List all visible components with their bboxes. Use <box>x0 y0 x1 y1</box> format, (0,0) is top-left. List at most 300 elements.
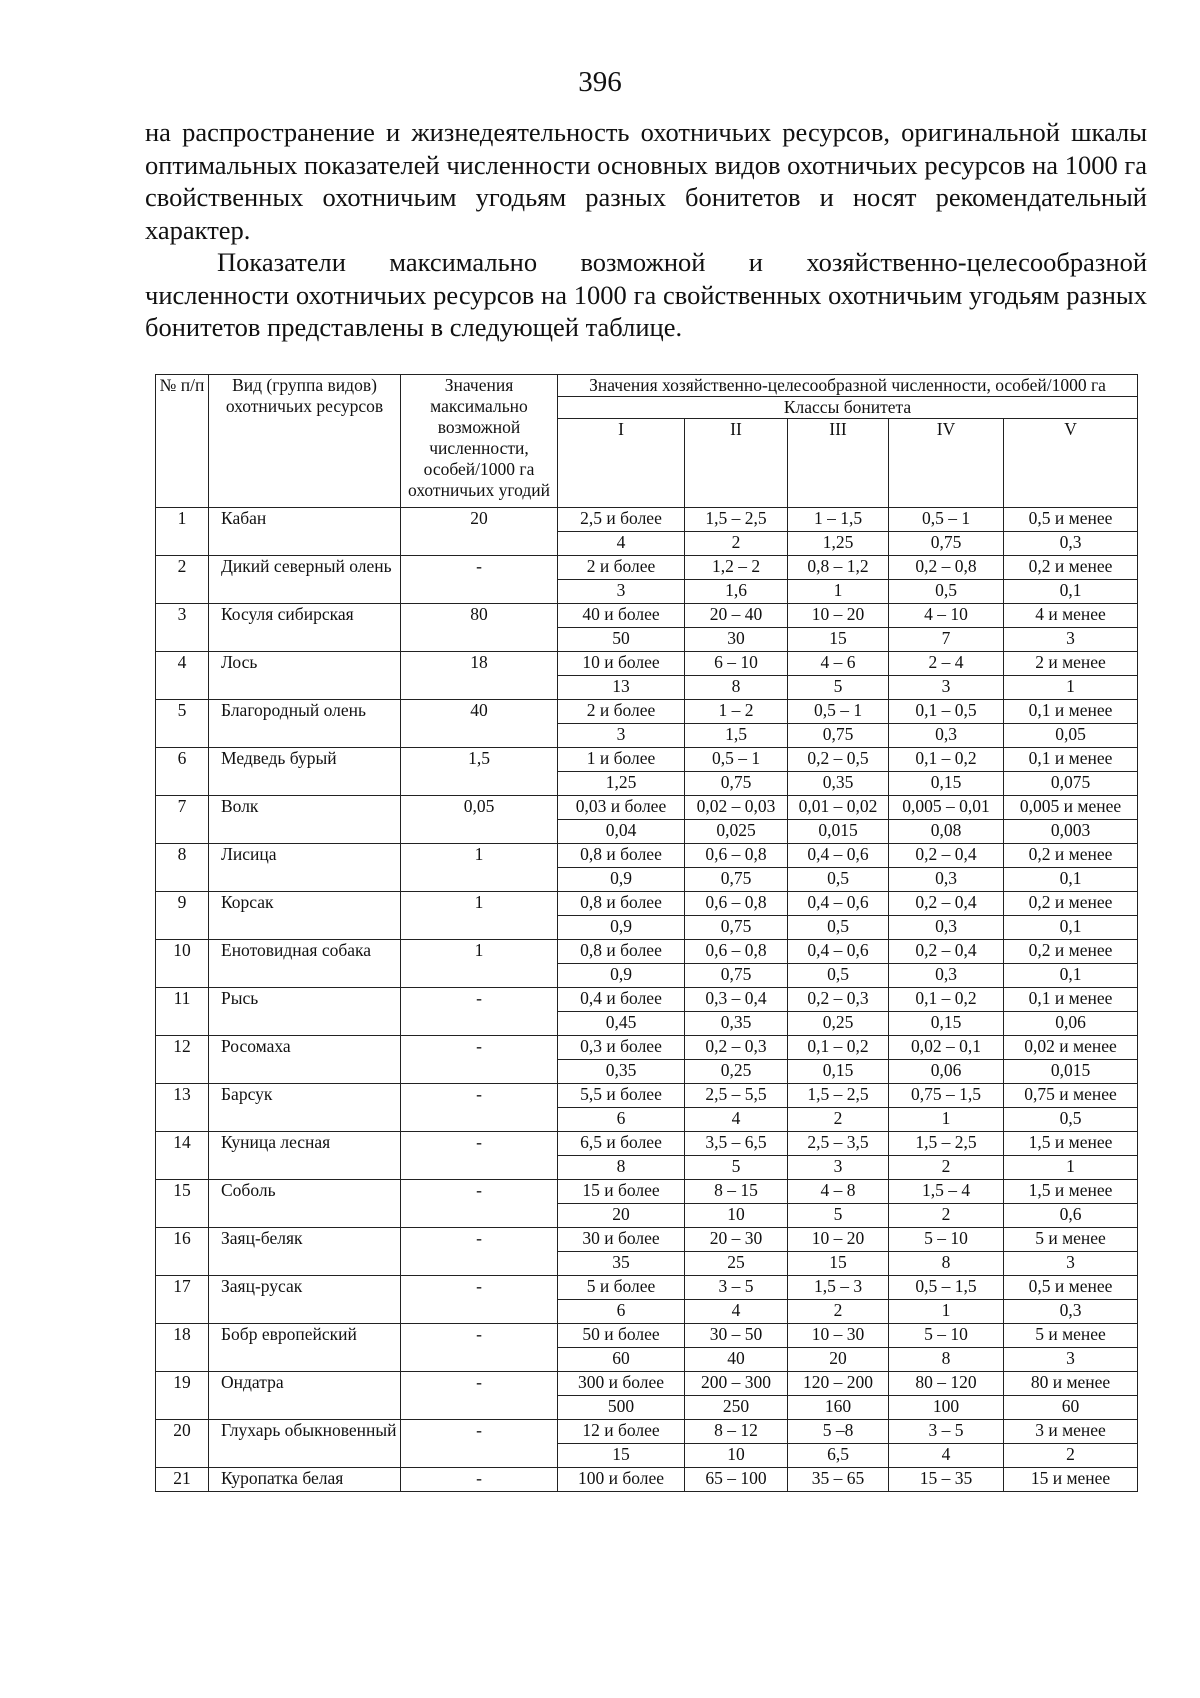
row-number: 9 <box>156 892 209 940</box>
header-bonitet-classes: Классы бонитета <box>558 397 1138 419</box>
class-range-cell: 0,4 – 0,6 <box>788 844 889 868</box>
class-range-cell: 3 – 5 <box>685 1276 788 1300</box>
class-value-cell: 1,6 <box>685 580 788 604</box>
class-range-cell: 20 – 40 <box>685 604 788 628</box>
class-range-cell: 15 и более <box>558 1180 685 1204</box>
class-range-cell: 0,75 и менее <box>1004 1084 1138 1108</box>
table-row <box>156 844 1138 868</box>
header-species: Вид (группа видов) охотничьих ресурсов <box>209 375 401 508</box>
class-value-cell: 0,45 <box>558 1012 685 1036</box>
class-value-cell: 0,075 <box>1004 772 1138 796</box>
hunting-resources-table <box>155 374 1138 1492</box>
class-value-cell: 160 <box>788 1396 889 1420</box>
class-value-cell: 5 <box>788 1204 889 1228</box>
row-number: 17 <box>156 1276 209 1324</box>
species-name: Глухарь обыкновенный <box>209 1420 401 1468</box>
class-range-cell: 0,8 – 1,2 <box>788 556 889 580</box>
class-value-cell: 3 <box>1004 1252 1138 1276</box>
class-value-cell: 8 <box>685 676 788 700</box>
class-value-cell: 1 <box>1004 676 1138 700</box>
species-name: Медведь бурый <box>209 748 401 796</box>
class-value-cell: 0,08 <box>889 820 1004 844</box>
class-range-cell: 12 и более <box>558 1420 685 1444</box>
class-range-cell: 1,5 – 3 <box>788 1276 889 1300</box>
class-value-cell: 40 <box>685 1348 788 1372</box>
table-row <box>156 1276 1138 1300</box>
class-value-cell: 0,3 <box>889 916 1004 940</box>
max-count: - <box>401 1468 558 1492</box>
header-class-ii: II <box>685 419 788 508</box>
class-range-cell: 3,5 – 6,5 <box>685 1132 788 1156</box>
class-range-cell: 3 – 5 <box>889 1420 1004 1444</box>
class-value-cell: 8 <box>558 1156 685 1180</box>
max-count: - <box>401 1132 558 1180</box>
class-value-cell: 0,06 <box>1004 1012 1138 1036</box>
class-range-cell: 35 – 65 <box>788 1468 889 1492</box>
species-name: Кабан <box>209 508 401 556</box>
class-range-cell: 4 – 8 <box>788 1180 889 1204</box>
class-value-cell: 3 <box>558 580 685 604</box>
class-value-cell: 0,25 <box>685 1060 788 1084</box>
class-value-cell: 6,5 <box>788 1444 889 1468</box>
class-value-cell: 2 <box>1004 1444 1138 1468</box>
class-value-cell: 6 <box>558 1300 685 1324</box>
class-range-cell: 0,4 – 0,6 <box>788 892 889 916</box>
class-value-cell: 8 <box>889 1348 1004 1372</box>
class-range-cell: 0,02 – 0,1 <box>889 1036 1004 1060</box>
class-range-cell: 1,5 и менее <box>1004 1180 1138 1204</box>
class-range-cell: 6,5 и более <box>558 1132 685 1156</box>
class-range-cell: 0,5 и менее <box>1004 1276 1138 1300</box>
max-count: 1,5 <box>401 748 558 796</box>
class-range-cell: 1,5 – 2,5 <box>788 1084 889 1108</box>
intro-paragraph: на распространение и жизнедеятельность охотничьих ресурсов, оригинальной шкалы оптимальных показателей численности основных видов охотничьих ресурсов на 1000 га свойственных охотничьим угодьям разных бонитетов и носят рекомендательный характер. <box>145 117 1147 245</box>
class-value-cell: 0,15 <box>889 1012 1004 1036</box>
max-count: 1 <box>401 940 558 988</box>
row-number: 2 <box>156 556 209 604</box>
class-range-cell: 0,005 и менее <box>1004 796 1138 820</box>
class-range-cell: 0,3 и более <box>558 1036 685 1060</box>
class-range-cell: 2,5 – 5,5 <box>685 1084 788 1108</box>
class-value-cell: 4 <box>685 1108 788 1132</box>
row-number: 16 <box>156 1228 209 1276</box>
class-range-cell: 0,8 и более <box>558 892 685 916</box>
class-range-cell: 0,2 – 0,5 <box>788 748 889 772</box>
class-range-cell: 10 – 30 <box>788 1324 889 1348</box>
class-value-cell: 0,75 <box>788 724 889 748</box>
class-value-cell: 3 <box>558 724 685 748</box>
class-value-cell: 0,015 <box>1004 1060 1138 1084</box>
table-row <box>156 1372 1138 1396</box>
species-name: Куница лесная <box>209 1132 401 1180</box>
row-number: 7 <box>156 796 209 844</box>
class-value-cell: 5 <box>788 676 889 700</box>
page-number: 396 <box>578 66 622 98</box>
class-range-cell: 0,6 – 0,8 <box>685 892 788 916</box>
class-range-cell: 0,005 – 0,01 <box>889 796 1004 820</box>
class-value-cell: 3 <box>788 1156 889 1180</box>
class-range-cell: 0,2 – 0,8 <box>889 556 1004 580</box>
class-range-cell: 100 и более <box>558 1468 685 1492</box>
class-value-cell: 4 <box>558 532 685 556</box>
class-value-cell: 3 <box>889 676 1004 700</box>
table-row <box>156 1084 1138 1108</box>
class-value-cell: 20 <box>558 1204 685 1228</box>
class-value-cell: 0,04 <box>558 820 685 844</box>
class-range-cell: 0,4 – 0,6 <box>788 940 889 964</box>
max-count: 20 <box>401 508 558 556</box>
class-value-cell: 0,75 <box>685 772 788 796</box>
class-value-cell: 35 <box>558 1252 685 1276</box>
max-count: - <box>401 1420 558 1468</box>
class-value-cell: 0,003 <box>1004 820 1138 844</box>
species-name: Соболь <box>209 1180 401 1228</box>
class-range-cell: 50 и более <box>558 1324 685 1348</box>
class-range-cell: 0,5 – 1,5 <box>889 1276 1004 1300</box>
table-row <box>156 652 1138 676</box>
header-economic-count: Значения хозяйственно-целесообразной численности, особей/1000 га <box>558 375 1138 397</box>
class-range-cell: 1,5 – 2,5 <box>889 1132 1004 1156</box>
species-name: Росомаха <box>209 1036 401 1084</box>
header-number: № п/п <box>156 375 209 508</box>
species-name: Рысь <box>209 988 401 1036</box>
table-intro-paragraph: Показатели максимально возможной и хозяйственно-целесообразной численности охотничьих ресурсов на 1000 га свойственных охотничьим угодьям разных бонитетов представлены в следующей таблице. <box>145 247 1147 342</box>
class-range-cell: 0,2 и менее <box>1004 892 1138 916</box>
species-name: Косуля сибирская <box>209 604 401 652</box>
class-value-cell: 0,5 <box>1004 1108 1138 1132</box>
class-value-cell: 1 <box>1004 1156 1138 1180</box>
class-value-cell: 0,35 <box>788 772 889 796</box>
class-range-cell: 15 – 35 <box>889 1468 1004 1492</box>
class-range-cell: 1 и более <box>558 748 685 772</box>
class-range-cell: 2,5 – 3,5 <box>788 1132 889 1156</box>
class-range-cell: 0,2 и менее <box>1004 844 1138 868</box>
class-value-cell: 0,5 <box>788 916 889 940</box>
class-range-cell: 6 – 10 <box>685 652 788 676</box>
max-count: - <box>401 1372 558 1420</box>
class-value-cell: 0,35 <box>558 1060 685 1084</box>
class-range-cell: 4 – 6 <box>788 652 889 676</box>
row-number: 5 <box>156 700 209 748</box>
table-row <box>156 1132 1138 1156</box>
row-number: 10 <box>156 940 209 988</box>
species-name: Куропатка белая <box>209 1468 401 1492</box>
table-row <box>156 1324 1138 1348</box>
species-name: Барсук <box>209 1084 401 1132</box>
class-value-cell: 0,05 <box>1004 724 1138 748</box>
species-name: Лось <box>209 652 401 700</box>
class-range-cell: 0,3 – 0,4 <box>685 988 788 1012</box>
class-value-cell: 0,9 <box>558 868 685 892</box>
class-range-cell: 0,4 и более <box>558 988 685 1012</box>
class-value-cell: 0,15 <box>889 772 1004 796</box>
class-value-cell: 0,3 <box>889 964 1004 988</box>
class-range-cell: 5 – 10 <box>889 1324 1004 1348</box>
class-value-cell: 30 <box>685 628 788 652</box>
table-row <box>156 700 1138 724</box>
class-range-cell: 80 – 120 <box>889 1372 1004 1396</box>
class-range-cell: 0,1 – 0,2 <box>889 988 1004 1012</box>
class-range-cell: 0,1 и менее <box>1004 748 1138 772</box>
class-range-cell: 0,1 и менее <box>1004 988 1138 1012</box>
class-value-cell: 0,35 <box>685 1012 788 1036</box>
table-header <box>156 375 1138 508</box>
header-class-i: I <box>558 419 685 508</box>
class-range-cell: 0,2 – 0,4 <box>889 844 1004 868</box>
row-number: 1 <box>156 508 209 556</box>
class-value-cell: 25 <box>685 1252 788 1276</box>
max-count: 1 <box>401 844 558 892</box>
species-name: Заяц-беляк <box>209 1228 401 1276</box>
table-row <box>156 1180 1138 1204</box>
class-range-cell: 4 – 10 <box>889 604 1004 628</box>
class-range-cell: 0,02 – 0,03 <box>685 796 788 820</box>
row-number: 13 <box>156 1084 209 1132</box>
species-name: Лисица <box>209 844 401 892</box>
species-name: Заяц-русак <box>209 1276 401 1324</box>
table-row <box>156 796 1138 820</box>
class-range-cell: 30 и более <box>558 1228 685 1252</box>
class-value-cell: 8 <box>889 1252 1004 1276</box>
class-range-cell: 0,5 – 1 <box>889 508 1004 532</box>
class-range-cell: 5 и менее <box>1004 1324 1138 1348</box>
class-range-cell: 5 и более <box>558 1276 685 1300</box>
table-row <box>156 940 1138 964</box>
max-count: - <box>401 988 558 1036</box>
class-value-cell: 0,1 <box>1004 916 1138 940</box>
class-range-cell: 10 и более <box>558 652 685 676</box>
class-value-cell: 20 <box>788 1348 889 1372</box>
class-value-cell: 250 <box>685 1396 788 1420</box>
row-number: 6 <box>156 748 209 796</box>
class-value-cell: 0,5 <box>788 964 889 988</box>
class-value-cell: 0,025 <box>685 820 788 844</box>
class-value-cell: 0,5 <box>889 580 1004 604</box>
class-range-cell: 200 – 300 <box>685 1372 788 1396</box>
class-range-cell: 5 –8 <box>788 1420 889 1444</box>
header-max-count: Значения максимально возможной численности, особей/1000 га охотничьих угодий <box>401 375 558 508</box>
class-value-cell: 0,06 <box>889 1060 1004 1084</box>
class-value-cell: 4 <box>889 1444 1004 1468</box>
class-value-cell: 0,15 <box>788 1060 889 1084</box>
class-range-cell: 1,5 – 4 <box>889 1180 1004 1204</box>
class-range-cell: 0,1 и менее <box>1004 700 1138 724</box>
table-row <box>156 604 1138 628</box>
class-range-cell: 2 и более <box>558 556 685 580</box>
table-row <box>156 1228 1138 1252</box>
class-range-cell: 2,5 и более <box>558 508 685 532</box>
class-value-cell: 500 <box>558 1396 685 1420</box>
class-value-cell: 0,5 <box>788 868 889 892</box>
species-name: Енотовидная собака <box>209 940 401 988</box>
class-value-cell: 0,75 <box>685 868 788 892</box>
class-value-cell: 1 <box>788 580 889 604</box>
class-range-cell: 0,2 – 0,4 <box>889 892 1004 916</box>
class-range-cell: 10 – 20 <box>788 604 889 628</box>
class-range-cell: 20 – 30 <box>685 1228 788 1252</box>
table-row <box>156 508 1138 532</box>
species-name: Дикий северный олень <box>209 556 401 604</box>
species-name: Волк <box>209 796 401 844</box>
max-count: - <box>401 556 558 604</box>
max-count: - <box>401 1084 558 1132</box>
row-number: 12 <box>156 1036 209 1084</box>
class-value-cell: 5 <box>685 1156 788 1180</box>
table-row <box>156 748 1138 772</box>
class-range-cell: 2 и более <box>558 700 685 724</box>
row-number: 21 <box>156 1468 209 1492</box>
class-value-cell: 2 <box>889 1156 1004 1180</box>
header-class-iii: III <box>788 419 889 508</box>
class-range-cell: 65 – 100 <box>685 1468 788 1492</box>
class-value-cell: 0,3 <box>1004 1300 1138 1324</box>
class-value-cell: 0,3 <box>889 724 1004 748</box>
class-value-cell: 1,25 <box>558 772 685 796</box>
class-range-cell: 5 и менее <box>1004 1228 1138 1252</box>
class-value-cell: 60 <box>1004 1396 1138 1420</box>
class-range-cell: 3 и менее <box>1004 1420 1138 1444</box>
class-range-cell: 5 – 10 <box>889 1228 1004 1252</box>
class-value-cell: 15 <box>558 1444 685 1468</box>
species-name: Благородный олень <box>209 700 401 748</box>
species-name: Ондатра <box>209 1372 401 1420</box>
class-range-cell: 5,5 и более <box>558 1084 685 1108</box>
class-value-cell: 15 <box>788 1252 889 1276</box>
max-count: 40 <box>401 700 558 748</box>
class-value-cell: 15 <box>788 628 889 652</box>
max-count: - <box>401 1036 558 1084</box>
max-count: 80 <box>401 604 558 652</box>
class-range-cell: 0,5 и менее <box>1004 508 1138 532</box>
class-value-cell: 0,1 <box>1004 580 1138 604</box>
class-range-cell: 40 и более <box>558 604 685 628</box>
class-range-cell: 0,6 – 0,8 <box>685 844 788 868</box>
class-value-cell: 1,25 <box>788 532 889 556</box>
class-range-cell: 1,5 и менее <box>1004 1132 1138 1156</box>
header-class-v: V <box>1004 419 1138 508</box>
class-value-cell: 6 <box>558 1108 685 1132</box>
class-range-cell: 2 и менее <box>1004 652 1138 676</box>
class-range-cell: 0,8 и более <box>558 844 685 868</box>
class-range-cell: 10 – 20 <box>788 1228 889 1252</box>
max-count: 0,05 <box>401 796 558 844</box>
table-row <box>156 556 1138 580</box>
table-row <box>156 892 1138 916</box>
class-value-cell: 0,3 <box>889 868 1004 892</box>
class-range-cell: 120 – 200 <box>788 1372 889 1396</box>
class-range-cell: 0,03 и более <box>558 796 685 820</box>
class-range-cell: 300 и более <box>558 1372 685 1396</box>
class-value-cell: 60 <box>558 1348 685 1372</box>
table-row <box>156 1468 1138 1492</box>
class-range-cell: 0,5 – 1 <box>685 748 788 772</box>
class-range-cell: 0,5 – 1 <box>788 700 889 724</box>
row-number: 15 <box>156 1180 209 1228</box>
class-value-cell: 0,6 <box>1004 1204 1138 1228</box>
row-number: 14 <box>156 1132 209 1180</box>
class-value-cell: 0,015 <box>788 820 889 844</box>
class-value-cell: 0,75 <box>685 964 788 988</box>
class-range-cell: 0,75 – 1,5 <box>889 1084 1004 1108</box>
class-value-cell: 50 <box>558 628 685 652</box>
class-value-cell: 2 <box>788 1300 889 1324</box>
class-range-cell: 2 – 4 <box>889 652 1004 676</box>
class-value-cell: 2 <box>889 1204 1004 1228</box>
class-value-cell: 2 <box>788 1108 889 1132</box>
class-value-cell: 1 <box>889 1300 1004 1324</box>
class-value-cell: 2 <box>685 532 788 556</box>
row-number: 19 <box>156 1372 209 1420</box>
class-range-cell: 0,8 и более <box>558 940 685 964</box>
class-range-cell: 0,2 – 0,3 <box>685 1036 788 1060</box>
class-value-cell: 10 <box>685 1204 788 1228</box>
class-range-cell: 0,1 – 0,2 <box>788 1036 889 1060</box>
max-count: 1 <box>401 892 558 940</box>
class-range-cell: 1 – 1,5 <box>788 508 889 532</box>
class-value-cell: 0,75 <box>685 916 788 940</box>
class-value-cell: 3 <box>1004 628 1138 652</box>
class-value-cell: 7 <box>889 628 1004 652</box>
class-range-cell: 30 – 50 <box>685 1324 788 1348</box>
row-number: 18 <box>156 1324 209 1372</box>
row-number: 20 <box>156 1420 209 1468</box>
species-name: Корсак <box>209 892 401 940</box>
class-value-cell: 1 <box>889 1108 1004 1132</box>
class-value-cell: 10 <box>685 1444 788 1468</box>
class-value-cell: 0,75 <box>889 532 1004 556</box>
class-range-cell: 8 – 15 <box>685 1180 788 1204</box>
max-count: - <box>401 1276 558 1324</box>
max-count: - <box>401 1228 558 1276</box>
class-value-cell: 100 <box>889 1396 1004 1420</box>
class-range-cell: 80 и менее <box>1004 1372 1138 1396</box>
species-name: Бобр европейский <box>209 1324 401 1372</box>
row-number: 8 <box>156 844 209 892</box>
class-range-cell: 15 и менее <box>1004 1468 1138 1492</box>
class-value-cell: 1,5 <box>685 724 788 748</box>
table-row <box>156 1420 1138 1444</box>
class-value-cell: 3 <box>1004 1348 1138 1372</box>
row-number: 4 <box>156 652 209 700</box>
header-class-iv: IV <box>889 419 1004 508</box>
class-range-cell: 1 – 2 <box>685 700 788 724</box>
class-range-cell: 0,2 и менее <box>1004 940 1138 964</box>
table-row <box>156 1036 1138 1060</box>
class-range-cell: 0,2 – 0,4 <box>889 940 1004 964</box>
class-range-cell: 0,6 – 0,8 <box>685 940 788 964</box>
class-range-cell: 0,1 – 0,5 <box>889 700 1004 724</box>
class-value-cell: 4 <box>685 1300 788 1324</box>
class-range-cell: 8 – 12 <box>685 1420 788 1444</box>
class-range-cell: 1,5 – 2,5 <box>685 508 788 532</box>
table-body <box>156 508 1138 1492</box>
class-range-cell: 0,2 и менее <box>1004 556 1138 580</box>
class-value-cell: 0,25 <box>788 1012 889 1036</box>
table-row <box>156 988 1138 1012</box>
max-count: - <box>401 1180 558 1228</box>
class-range-cell: 0,02 и менее <box>1004 1036 1138 1060</box>
class-range-cell: 1,2 – 2 <box>685 556 788 580</box>
row-number: 11 <box>156 988 209 1036</box>
class-range-cell: 0,2 – 0,3 <box>788 988 889 1012</box>
class-value-cell: 0,1 <box>1004 868 1138 892</box>
class-range-cell: 0,1 – 0,2 <box>889 748 1004 772</box>
max-count: - <box>401 1324 558 1372</box>
max-count: 18 <box>401 652 558 700</box>
row-number: 3 <box>156 604 209 652</box>
class-value-cell: 0,9 <box>558 916 685 940</box>
class-range-cell: 4 и менее <box>1004 604 1138 628</box>
